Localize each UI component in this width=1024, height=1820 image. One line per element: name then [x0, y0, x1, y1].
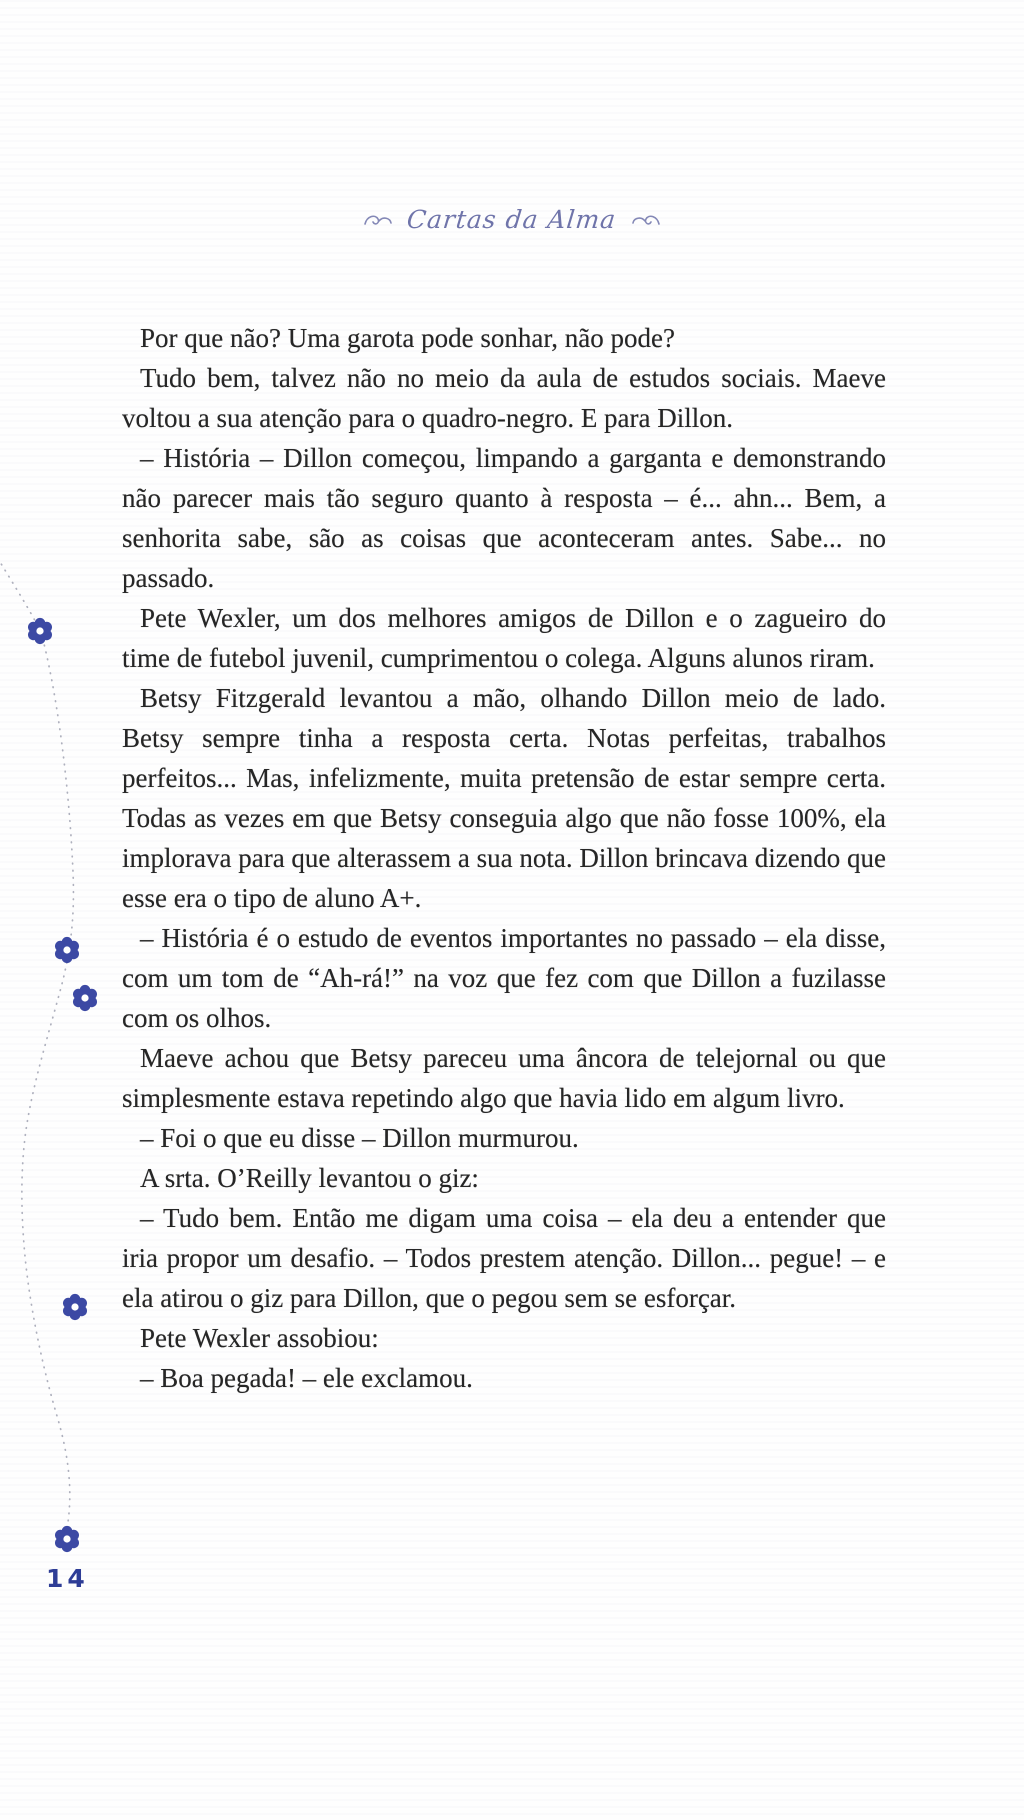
flower-icon	[53, 1525, 81, 1553]
paragraph: – História é o estudo de eventos importantes no passado – ela disse, com um tom de “Ah-rá!” na voz que fez com que Dillon a fuzilasse com os olhos.	[122, 923, 886, 1033]
text-block	[122, 318, 886, 1398]
flower-icon	[26, 617, 54, 645]
flower-icon	[61, 1293, 89, 1321]
running-header	[0, 205, 1024, 234]
dotted-wavy-line	[0, 0, 140, 1820]
paragraph: – Boa pegada! – ele exclamou.	[140, 1363, 473, 1393]
margin-decoration	[0, 0, 140, 1820]
paragraph: – História – Dillon começou, limpando a garganta e demonstrando não parecer mais tão seguro quanto à resposta – é... ahn... Bem, a senhorita sabe, são as coisas que aconteceram antes. Sabe... no passado.	[122, 443, 886, 593]
paragraph: Pete Wexler assobiou:	[140, 1323, 379, 1353]
paragraph: Betsy Fitzgerald levantou a mão, olhando Dillon meio de lado. Betsy sempre tinha a resposta certa. Notas perfeitas, trabalhos perfeitos... Mas, infelizmente, muita pretensão de estar sempre certa. Todas as vezes em que Betsy conseguia algo que não fosse 100%, ela implorava para que alterassem a sua nota. Dillon brincava dizendo que esse era o tipo de aluno A+.	[122, 683, 886, 913]
paragraph: A srta. O’Reilly levantou o giz:	[140, 1163, 479, 1193]
flourish-left-icon	[363, 212, 393, 228]
paragraph: – Foi o que eu disse – Dillon murmurou.	[140, 1123, 579, 1153]
page-title: Cartas da Alma	[405, 205, 619, 234]
flourish-right-icon	[631, 212, 661, 228]
paragraph: Maeve achou que Betsy pareceu uma âncora de telejornal ou que simplesmente estava repetindo algo que havia lido em algum livro.	[122, 1043, 886, 1113]
flower-icon	[53, 936, 81, 964]
flower-icon	[71, 984, 99, 1012]
page-number: 14	[46, 1564, 89, 1593]
paragraph: Por que não? Uma garota pode sonhar, não pode?	[140, 323, 675, 353]
paragraph: – Tudo bem. Então me digam uma coisa – ela deu a entender que iria propor um desafio. – Todos prestem atenção. Dillon... pegue! – e ela atirou o giz para Dillon, que o pegou sem se esforçar.	[122, 1203, 886, 1313]
paragraph: Tudo bem, talvez não no meio da aula de estudos sociais. Maeve voltou a sua atenção para o quadro-negro. E para Dillon.	[122, 363, 886, 433]
paragraph: Pete Wexler, um dos melhores amigos de Dillon e o zagueiro do time de futebol juvenil, cumprimentou o colega. Alguns alunos riram.	[122, 603, 886, 673]
